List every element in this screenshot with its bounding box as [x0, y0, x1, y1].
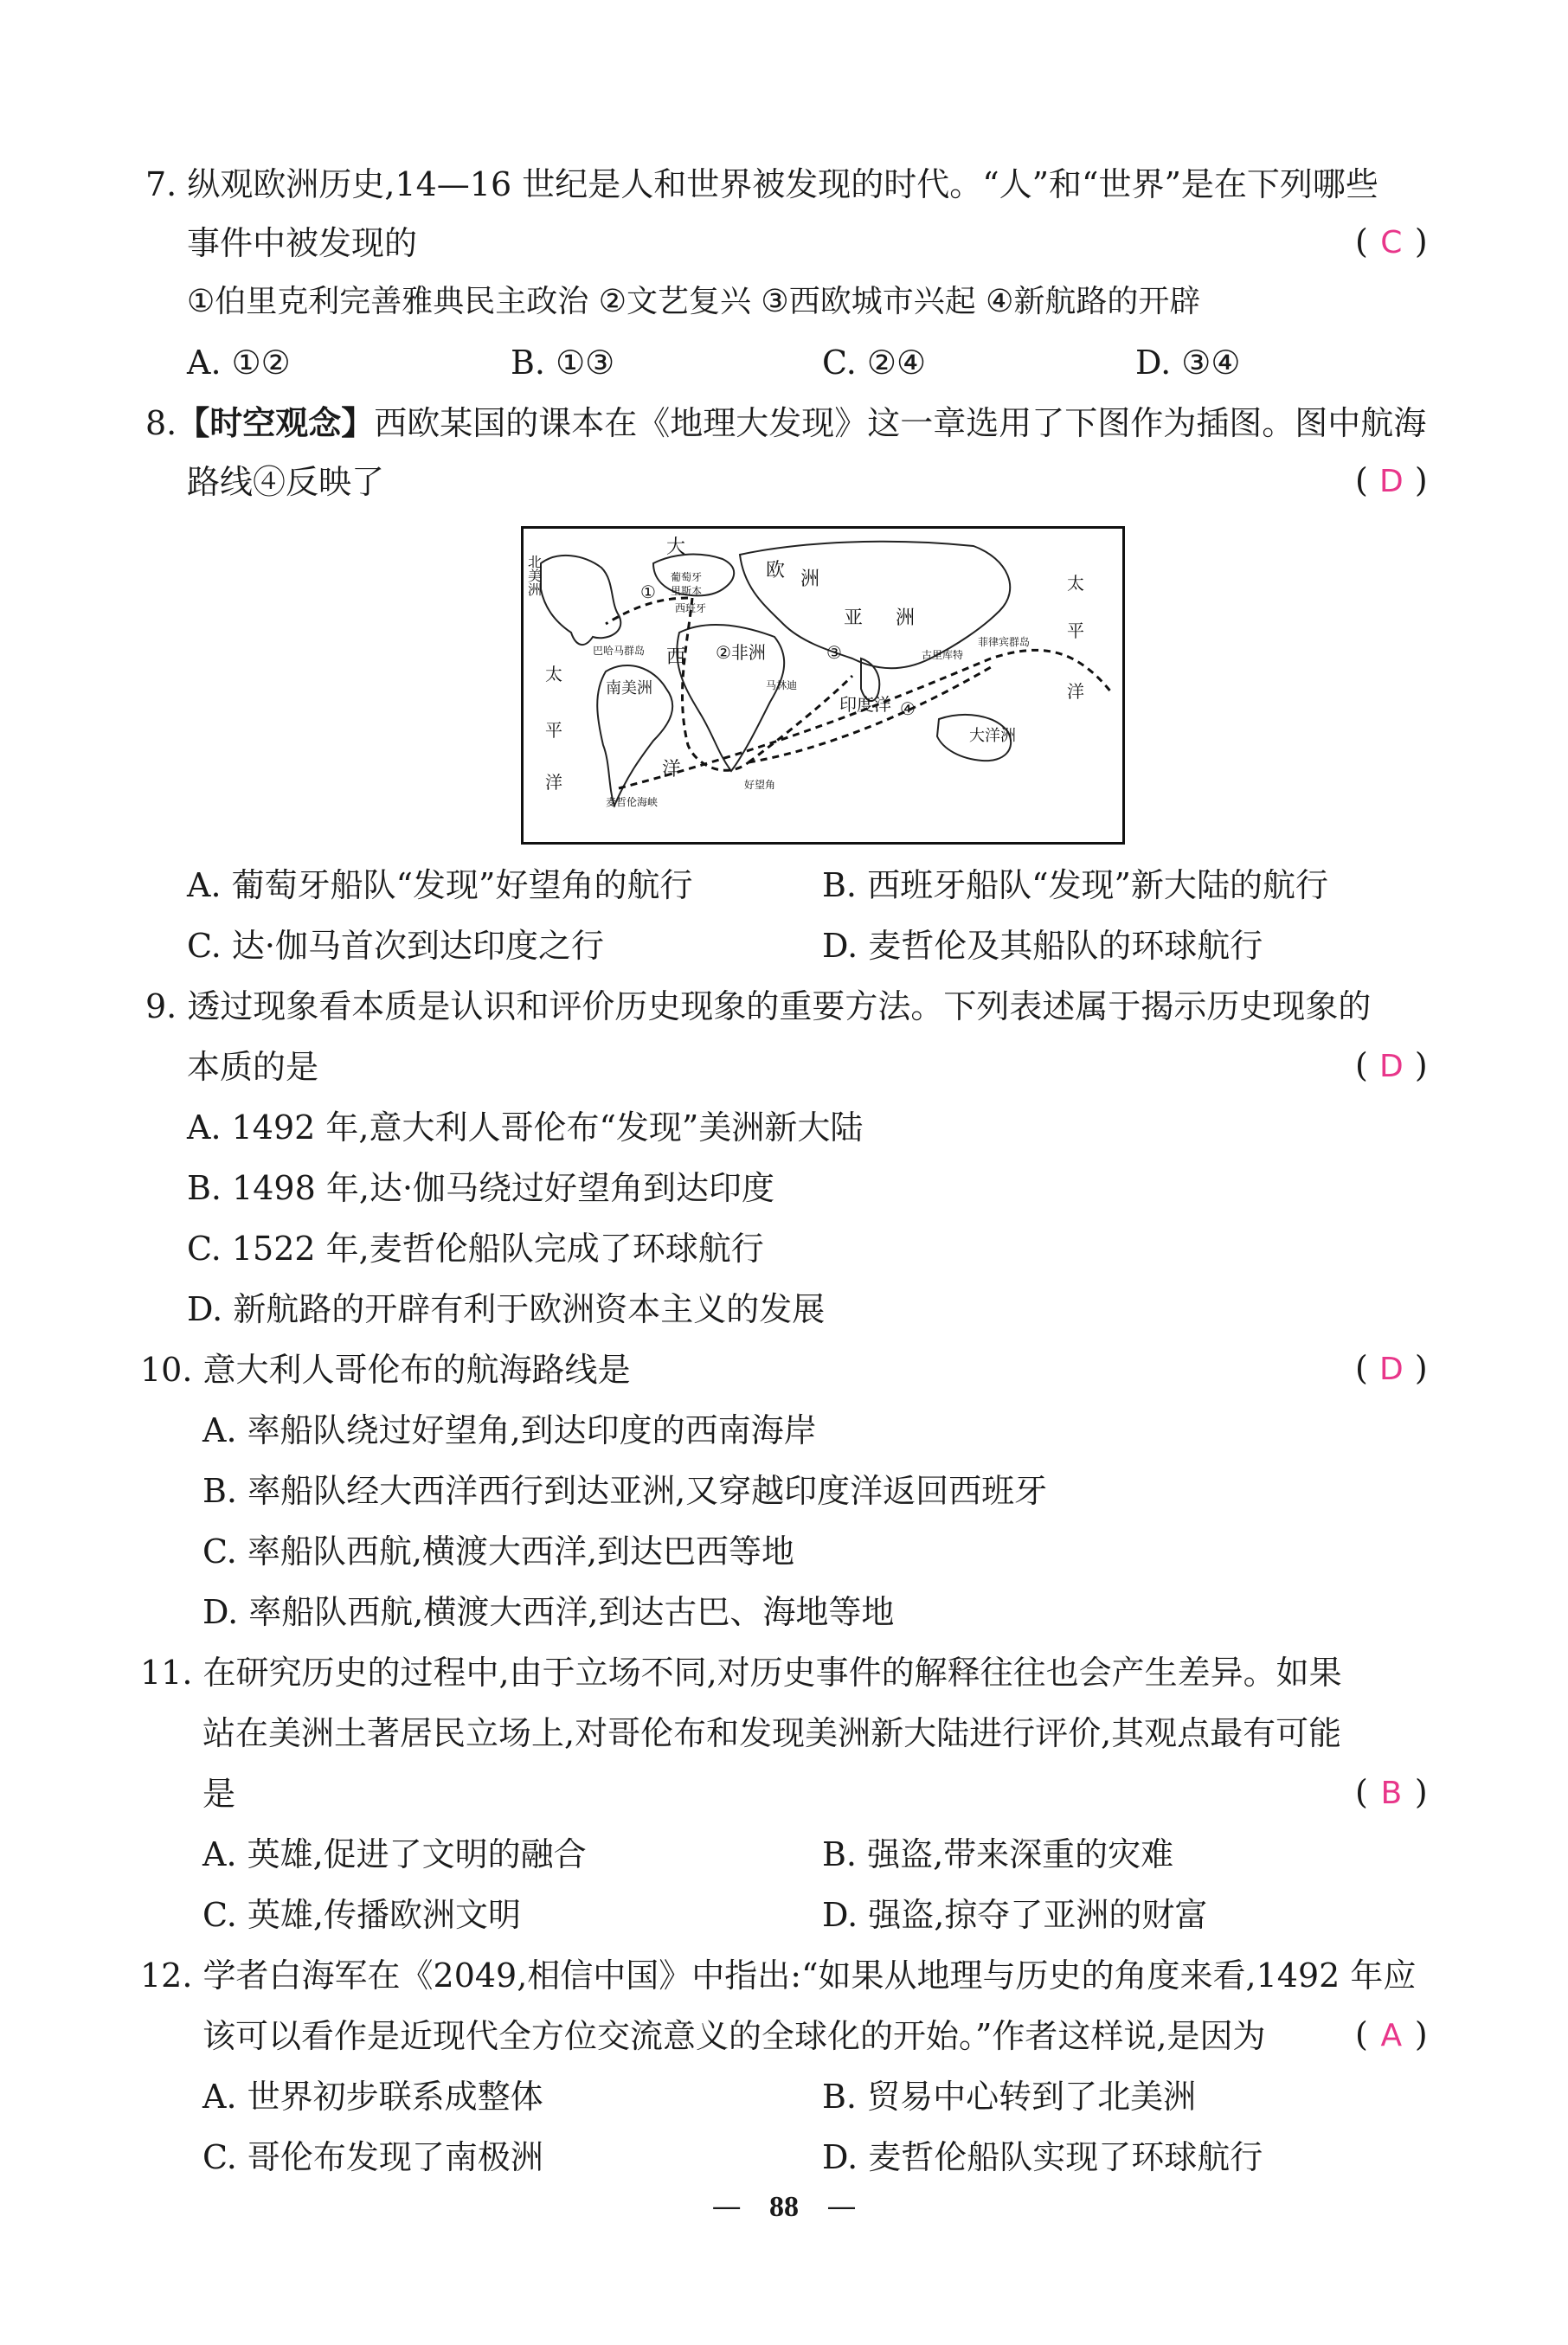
q11-option-c: C. 英雄,传播欧洲文明: [202, 1896, 521, 1934]
map-label: 葡萄牙: [671, 571, 703, 583]
map-label: 里斯本: [671, 585, 703, 597]
q11-answer-paren: ( B ): [1355, 1770, 1428, 1815]
q8-answer: D: [1378, 464, 1404, 499]
north-america-outline: [541, 556, 620, 645]
q10-answer-paren: ( D ): [1355, 1346, 1428, 1391]
q12-option-c: C. 哥伦布发现了南极洲: [202, 2138, 543, 2176]
voyage-map: [521, 526, 1125, 845]
map-label: ①: [640, 581, 656, 602]
q9-option-a: A. 1492 年,意大利人哥伦布“发现”美洲新大陆: [187, 1108, 864, 1147]
map-label: 好望角: [744, 779, 776, 791]
q8-option-b: B. 西班牙船队“发现”新大陆的航行: [822, 866, 1328, 904]
map-label: 马林迪: [766, 679, 798, 691]
q7-stem-line1: 7. 纵观欧洲历史,14—16 世纪是人和世界被发现的时代。“人”和“世界”是在下列哪些: [145, 165, 1378, 203]
q8-option-d: D. 麦哲伦及其船队的环球航行: [822, 927, 1263, 965]
q10-answer: D: [1378, 1352, 1404, 1387]
q11-option-b: B. 强盗,带来深重的灾难: [822, 1835, 1174, 1873]
q11-stem-line2: 站在美洲土著居民立场上,对哥伦布和发现美洲新大陆进行评价,其观点最有可能: [202, 1714, 1342, 1752]
q7-option-c: C. ②④: [822, 344, 927, 382]
q10-option-c: C. 率船队西航,横渡大西洋,到达巴西等地: [202, 1532, 795, 1571]
q11-answer: B: [1380, 1776, 1403, 1811]
q10-stem-line1: 10. 意大利人哥伦布的航海路线是: [140, 1351, 631, 1389]
map-label: 洋: [662, 759, 682, 781]
q12-option-a: A. 世界初步联系成整体: [202, 2078, 543, 2116]
q8-option-a: A. 葡萄牙船队“发现”好望角的航行: [187, 866, 693, 904]
q8-tag: 【时空观念】: [177, 403, 375, 442]
q7-answer-paren: ( C ): [1355, 220, 1428, 265]
map-label: 平: [1067, 620, 1084, 641]
map-label: ③: [826, 642, 842, 663]
map-label: ④: [900, 698, 916, 719]
q8-answer-paren: ( D ): [1355, 459, 1428, 504]
map-label: 欧: [766, 560, 786, 581]
map-label: 洲: [800, 569, 820, 590]
q9-stem-line2: 本质的是: [187, 1048, 319, 1086]
q7-answer: C: [1380, 225, 1403, 260]
map-label: 西班牙: [675, 602, 707, 614]
q9-answer: D: [1378, 1049, 1404, 1084]
q8-stem-line2: 路线④反映了: [187, 463, 385, 501]
q11-option-d: D. 强盗,掠夺了亚洲的财富: [822, 1896, 1208, 1934]
map-label: 太: [545, 664, 562, 684]
q9-stem-line1: 9. 透过现象看本质是认识和评价历史现象的重要方法。下列表述属于揭示历史现象的: [145, 987, 1372, 1025]
q7-events: ①伯里克利完善雅典民主政治 ②文艺复兴 ③西欧城市兴起 ④新航路的开辟: [187, 284, 1201, 319]
q12-option-b: B. 贸易中心转到了北美洲: [822, 2078, 1197, 2116]
q7-option-b: B. ①③: [511, 344, 615, 382]
q8-option-c: C. 达·伽马首次到达印度之行: [187, 927, 604, 965]
voyage-map-svg: [524, 529, 1122, 842]
q9-answer-paren: ( D ): [1355, 1044, 1428, 1089]
q11-option-a: A. 英雄,促进了文明的融合: [202, 1835, 587, 1873]
q12-answer: A: [1380, 2018, 1403, 2053]
q7-option-d: D. ③④: [1135, 344, 1241, 382]
q12-answer-paren: ( A ): [1355, 2013, 1428, 2058]
map-label: 南美洲: [606, 679, 652, 697]
q12-stem-line1: 12. 学者白海军在《2049,相信中国》中指出:“如果从地理与历史的角度来看,1492 年应: [140, 1956, 1417, 1995]
q10-option-b: B. 率船队经大西洋西行到达亚洲,又穿越印度洋返回西班牙: [202, 1472, 1048, 1510]
map-label: 巴哈马群岛: [593, 645, 646, 657]
map-label: ②非洲: [716, 642, 766, 663]
map-label: 洲: [896, 607, 916, 629]
map-label: 洋: [545, 772, 562, 793]
q9-option-b: B. 1498 年,达·伽马绕过好望角到达印度: [187, 1169, 775, 1207]
map-label: 平: [545, 720, 562, 741]
q10-option-a: A. 率船队绕过好望角,到达印度的西南海岸: [202, 1411, 817, 1449]
route-4: [619, 650, 1112, 788]
q11-stem-line1: 11. 在研究历史的过程中,由于立场不同,对历史事件的解释往往也会产生差异。如果: [140, 1654, 1342, 1692]
q10-option-d: D. 率船队西航,横渡大西洋,到达古巴、海地等地: [202, 1593, 895, 1631]
map-label: 西: [666, 646, 686, 668]
map-label: 大: [666, 536, 686, 558]
q9-option-c: C. 1522 年,麦哲伦船队完成了环球航行: [187, 1230, 764, 1268]
q12-option-d: D. 麦哲伦船队实现了环球航行: [822, 2138, 1263, 2176]
map-label: 北美洲: [525, 555, 543, 596]
q7-stem-line2: 事件中被发现的: [187, 224, 418, 262]
q11-stem-line3: 是: [202, 1775, 236, 1813]
page-number: 88: [769, 2191, 799, 2223]
map-label: 菲律宾群岛: [978, 636, 1031, 648]
map-label: 印度洋: [839, 694, 891, 715]
q8-stem-line1: 8.【时空观念】西欧某国的课本在《地理大发现》这一章选用了下图作为插图。图中航海: [145, 403, 1427, 442]
map-label: 古里库特: [922, 649, 964, 661]
q9-option-d: D. 新航路的开辟有利于欧洲资本主义的发展: [187, 1290, 826, 1328]
q12-stem-line2: 该可以看作是近现代全方位交流意义的全球化的开始。”作者这样说,是因为: [202, 2017, 1266, 2055]
map-label: 太: [1067, 573, 1084, 594]
map-label: 大洋洲: [969, 727, 1016, 745]
map-label: 洋: [1067, 681, 1084, 702]
q7-option-a: A. ①②: [187, 344, 291, 382]
map-label: 亚: [844, 607, 864, 629]
map-label: 麦哲伦海峡: [606, 796, 659, 808]
page-number-footer: — 88 —: [711, 2189, 857, 2224]
